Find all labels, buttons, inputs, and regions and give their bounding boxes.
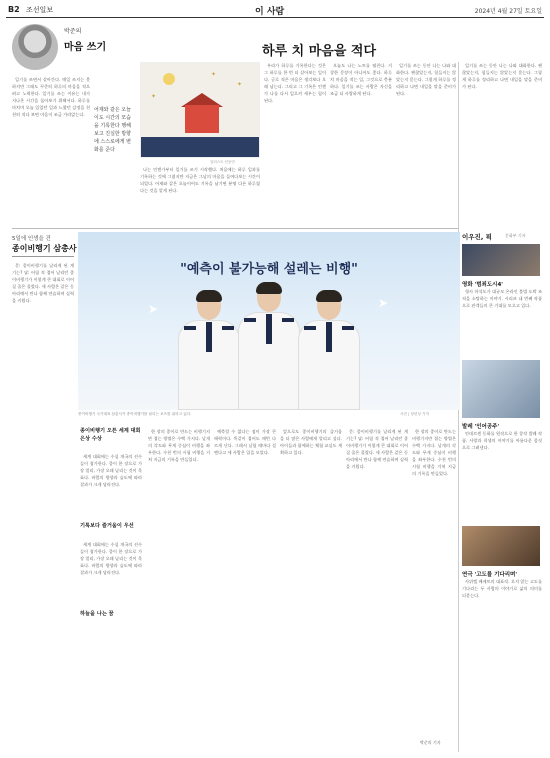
sidebar-top-text: 일기를 쓰는 동안 나는 나와 대화한다. 괜찮았는지, 힘들지는 않았는지 묻는다. 그렇게 하루를 정리하고 나면 내일을 맞을 준비가 된다.: [462, 63, 542, 89]
series-rule: [12, 256, 74, 257]
header-rule: [6, 17, 544, 18]
feature-column-4: 예측할 수 없다는 점이 가장 큰 매력이다. 똑같이 접어도 매번 다르게 난다. 그래서 날릴 때마다 설렌다고 세 사람은 입을 모았다.: [214, 429, 276, 455]
feature-subheads: [80, 428, 142, 628]
sidebar-item2-title: 발레 '인어공주': [462, 424, 500, 430]
essay-column-5: 일기를 쓰는 동안 나는 나와 대화한다. 괜찮았는지, 힘들지는 않았는지 묻는다. 그렇게 하루를 정리하고 나면 내일을 맞을 준비가 된다.: [396, 63, 456, 96]
feature-column-5: 앞으로도 종이비행기의 즐거움을 더 많은 사람에게 알리고 싶다. 아이들과 함께하는 체험 교실도 계획하고 있다.: [280, 429, 342, 455]
essay-author: 박준의: [64, 28, 82, 35]
sidebar-item3-text: 사뮈엘 베케트의 대표작. 오지 않는 고도를 기다리는 두 사람의 이야기로 삶의 의미를 되묻는다.: [462, 579, 542, 598]
photo-caption: 종이비행기 국가대표 삼총사가 종이비행기를 날리는 포즈를 취하고 있다.: [78, 412, 192, 416]
pilot-figure-right: [298, 292, 360, 410]
subhead-3: 하늘을 나는 꿈: [80, 610, 114, 617]
illustration-credit: 일러스트 신동민: [210, 160, 235, 164]
photo-credit: 사진 | 장련성 기자: [400, 412, 429, 416]
series-title: 종이비행기 삼총사: [12, 244, 77, 253]
sidebar-item1-text: 형사 마석도가 대규모 온라인 불법 도박 조직을 소탕하는 이야기. 시리즈 네 번째 작품으로 관객들의 큰 기대를 모으고 있다.: [462, 289, 542, 308]
star-icon: ✦: [211, 71, 217, 78]
star-icon: ✦: [151, 93, 157, 100]
page-number: B2: [8, 5, 20, 14]
sidebar-item3-title: 연극 '고도를 기다리며': [462, 572, 518, 578]
essay-column-name: 마음 쓰기: [64, 42, 107, 53]
feature-column-7: 한 장의 종이로 만드는 비행기지만 접는 방법은 수백 가지다. 날개의 각도와 무게 중심이 비행을 좌우한다. 수천 번의 시험 비행을 거쳐 지금의 기록을 만들었다.: [412, 429, 456, 476]
page-header: [0, 0, 550, 20]
series-label: 5일에 인생을 건: [12, 236, 51, 242]
essay-divider: [12, 228, 458, 229]
sidebar-play-photo: [462, 526, 540, 566]
ground: [141, 137, 259, 157]
subhead-1: 종이비행기 오픈 세계 대회 은상 수상: [80, 428, 141, 442]
sidebar-film-photo: [462, 244, 540, 276]
sidebar-item2-text: 안데르센 동화를 원작으로 한 창작 발레 작품. 사랑과 희생의 이야기를 아름다운 몸짓으로 그려낸다.: [462, 431, 542, 450]
section-title: 이 사람: [255, 7, 285, 17]
star-icon: ✦: [237, 81, 243, 88]
pilot-figure-center: [238, 284, 300, 410]
subhead-2: 기록보다 즐거움이 우선: [80, 523, 134, 529]
pilot-figure-left: [178, 292, 240, 410]
feature-column-6: 문: 종이비행기를 날리게 된 계기는? 답: 어릴 적 접어 날리던 종이비행기가 이렇게 큰 대회로 이어질 줄은 몰랐다. 세 사람은 같은 동아리에서 만나 함께 연습하며 실력을 키웠다.: [346, 429, 408, 469]
author-avatar: [12, 24, 58, 70]
essay-illustration: [140, 62, 260, 158]
essay-column-4: 오늘도 나는 노트를 펼친다. 거창한 문장이 아니어도 좋다. 하루 치 마음을 적는 일, 그것으로 충분하다. 일기를 쓰는 사람은 자신을 조금 더 사랑하게 된다.: [330, 63, 392, 96]
paper-plane-icon: ➤: [148, 302, 159, 316]
issue-date: 2024년 4월 27일 토요일: [474, 8, 542, 15]
paper-name: 조선일보: [26, 6, 54, 14]
essay-column-1: 일기를 쓰면서 살아간다. 매일 쓰지는 못하지만 그래도 꾸준히 하루의 마음을 적으려고 노력한다. 일기를 쓰는 이유는 내가 지나온 시간을 돌아보기 위해서다. 하루를 마치며 오늘 있었던 일과 느꼈던 감정을 천천히 적다 보면 마음이 조금 가라앉는다.: [12, 77, 90, 117]
feature-column-3: 한 장의 종이로 만드는 비행기지만 접는 방법은 수백 가지다. 날개의 각도와 무게 중심이 비행을 좌우한다. 수천 번의 시험 비행을 거쳐 지금의 기록을 만들었다.: [148, 429, 210, 462]
sidebar-ballet-photo: [462, 360, 540, 418]
paper-plane-icon: ➤: [378, 296, 389, 310]
feature-column-2: 세계 대회에는 수십 개국의 선수들이 참가한다. 종이 한 장으로 가장 멀리, 가장 오래 날리는 것이 목표다. 바람의 방향과 습도에 따라 결과가 크게 달라진다.: [80, 454, 142, 487]
feature-column-1: 문: 종이비행기를 날리게 된 계기는? 답: 어릴 적 접어 날리던 종이비행기가 이렇게 큰 대회로 이어질 줄은 몰랐다. 세 사람은 같은 동아리에서 만나 함께 연습하며 실력을 키웠다.: [12, 263, 74, 303]
feature-headline: "예측이 불가능해 설레는 비행": [180, 262, 358, 277]
sidebar-item1-title: 영화 '범죄도시4': [462, 282, 503, 288]
feature-column-2b: 세계 대회에는 수십 개국의 선수들이 참가한다. 종이 한 장으로 가장 멀리, 가장 오래 날리는 것이 목표다. 바람의 방향과 습도에 따라 결과가 크게 달라진다.: [80, 541, 142, 575]
house-icon: [185, 105, 219, 133]
essay-column-3: 우리가 하루를 기록한다는 것은 그 하루를 한 번 더 살아보는 일이다. 글로 적은 마음은 생각보다 오래 남는다. 그리고 그 기록은 언젠가 나를 다시 일으켜 세우는 힘이 된다.: [264, 63, 326, 103]
sidebar-person-name: 이우진, 픽: [462, 233, 492, 241]
feature-photo: [78, 232, 460, 410]
essay-headline: 하루 치 마음을 적다: [262, 44, 377, 59]
moon-icon: [163, 73, 175, 85]
essay-pullquote: 어제와 같은 오늘이도 시간의 모습을 기록한다 행해보고 진실한 방향에 스스로에게 변화를 준다: [94, 107, 131, 153]
signoff: 박준의 기자: [420, 740, 441, 745]
essay-column-2: 나는 언젠가부터 일기를 쓰기 시작했다. 처음에는 하루 일과를 기록하는 것에 그쳤지만 지금은 그날의 마음을 들여다보는 시간이 되었다. 어제와 같은 오늘이어도 기록을 남기면 분명 다른 하루였다는 것을 알게 된다.: [140, 167, 260, 193]
sidebar-person-role: 문화부 기자: [505, 233, 526, 238]
